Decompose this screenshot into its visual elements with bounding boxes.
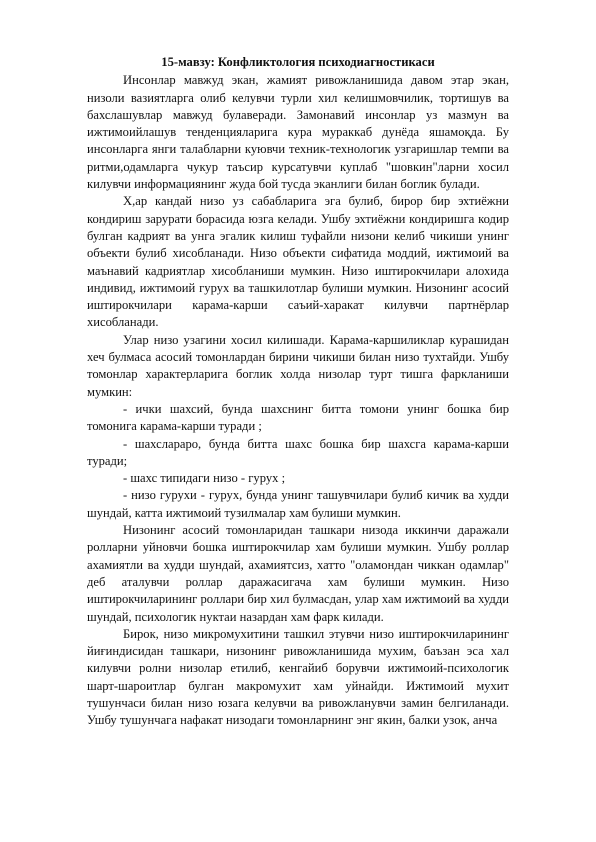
list-item: - шахс типидаги низо - гурух ;	[123, 471, 286, 486]
paragraph: Бирок, низо микромухитини ташкил этувчи низо иштирокчиларининг йиғиндисидан ташкари, низонинг ривожланишида мухим, баъзан эса хал килувчи ролни низолар етилиб, кенгайиб борувчи ижтимоий-психологик шарт-шароитлар булган макромухит хам уйнайди. Ижтимоий мухит тушунчаси билан низо юзага келувчи ва ривожланувчи замин белгиланади. Ушбу тушунчага нафакат низодаги томонларнинг энг якин, балки узок, анча	[87, 626, 509, 728]
list-item: - шахслараро, бунда битта шахс бошка бир шахсга карама-карши туради;	[87, 436, 509, 468]
paragraph: Низонинг асосий томонларидан ташкари низода иккинчи даражали ролларни уйновчи бошка иштирокчилар хам булиши мумкин. Ушбу роллар ахамиятли ва худди шундай, ахамиятсиз, хатто "оламондан чиккан одамлар" деб аталувчи роллар даражасигача хам булиши мумкин. Низо иштирокчиларининг роллари бир хил булмасдан, улар хам ижтимоий ва худди шундай, психологик нуктаи назардан хам фарк килади.	[87, 523, 509, 624]
list-item: - низо гурухи - гурух, бунда унинг ташувчилари булиб кичик ва худди шундай, катта ижтимоий тузилмалар хам булиши мумкин.	[87, 488, 509, 520]
paragraph: Инсонлар мавжуд экан, жамият ривожланишида давом этар экан, низоли вазиятларга олиб келувчи турли хил келишмовчилик, тортишув ва бахслашувлар мавжуд булаверади. Замонавий инсонлар уз мазмун ва ижтимоийлашув тенденцияларига кура мураккаб дунёда яшамоқда. Бу инсонларга янги талабларни куювчи техник-технологик узгаришлар темпи ва ритми,одамларга чукур таъсир курсатувчи куплаб "шовкин"ларни хосил килувчи информациянинг жуда бой тусда эканлиги билан боглик булади.	[87, 73, 509, 192]
paragraph: Улар низо узагини хосил килишади. Карама-каршиликлар курашидан хеч булмаса асосий томонлардан бирини чикиши билан низо тухтайди. Ушбу томонлар характерларига боглик холда низолар турт тишга фаркланиши мумкин:	[87, 332, 509, 399]
list-item: - ички шахсий, бунда шахснинг битта томони унинг бошка бир томонига карама-карши туради ;	[87, 401, 509, 434]
paragraph: Х,ар кандай низо уз сабабларига эга булиб, бирор бир эхтиёжни кондириш зарурати борасида юзга келади. Ушбу эхтиёжни кондиришга кодир булган кадрият ва унга эгалик килиш туфайли низони келиб чикиши унинг объекти булиб хисобланади. Низо объекти сифатида моддий, ижтимоий ва маънавий кадриятлар хисобланиши мумкин. Низо иштирокчилари алохида индивид, ижтимоий гурух ва ташкилотлар булиши мумкин. Низонинг асосий иштирокчилари карама-карши саъий-харакат килувчи партнёрлар хисобланади.	[87, 194, 509, 330]
document-page	[87, 54, 509, 730]
document-title: 15-мавзу: Конфликтология психодиагностикаси	[161, 55, 435, 69]
